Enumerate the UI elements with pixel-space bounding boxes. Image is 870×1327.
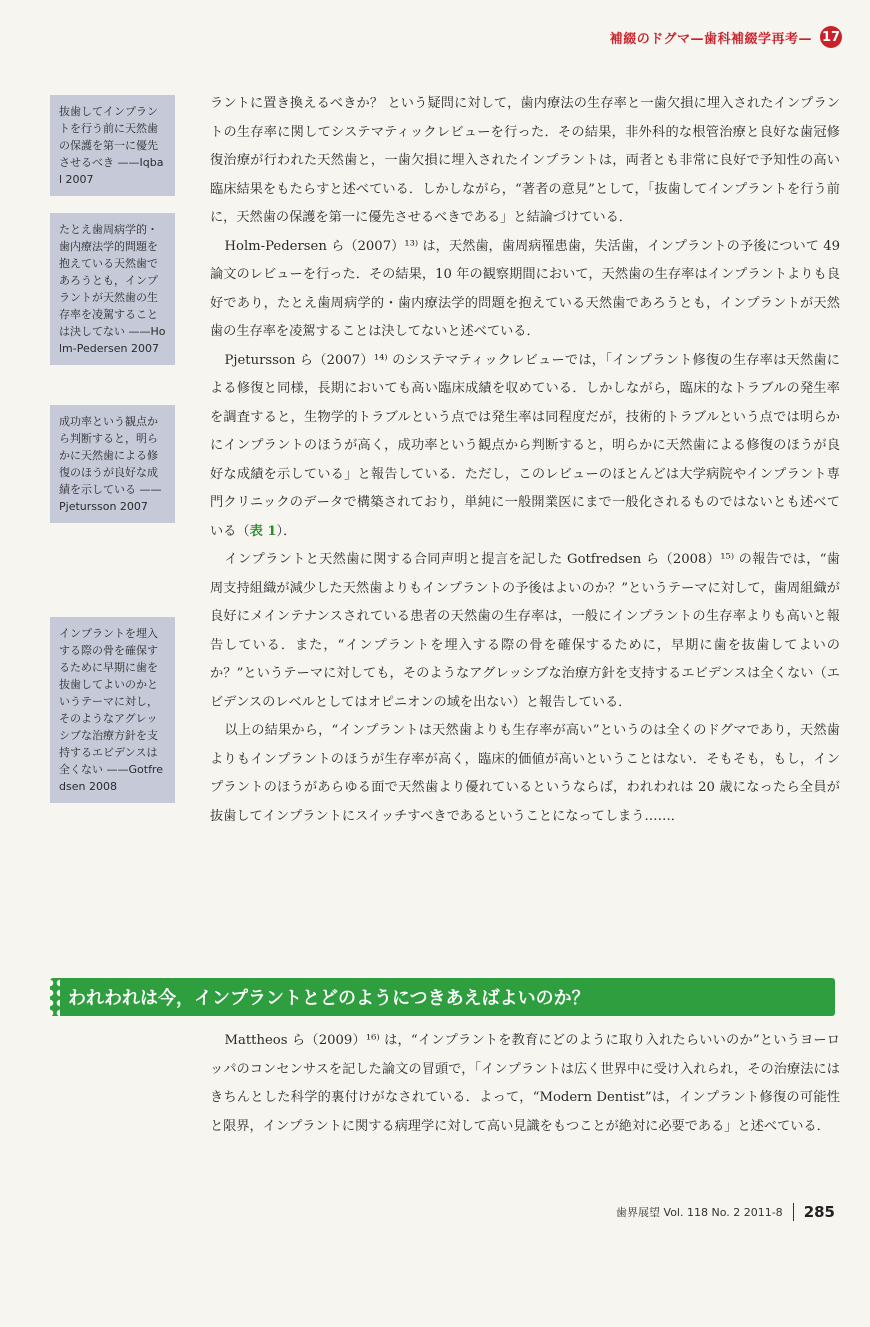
section-heading-title: われわれは今，インプラントとどのようにつきあえばよいのか？ bbox=[68, 988, 590, 1009]
chapter-number-badge: 17 bbox=[820, 26, 842, 48]
body-paragraph-end: ）． bbox=[276, 523, 297, 539]
body-paragraph: ラントに置き換えるべきか？ という疑問に対して，歯内療法の生存率と一歯欠損に埋入されたインプラントの生存率に関してシステマティックレビューを行った．その結果，非外科的な根管治療と良好な歯冠修復治療が行われた天然歯と，一歯欠損に埋入されたインプラントは，両者とも非常に良好で予知性の高い臨床結果をもたらすと述べている．しかしながら，“著者の意見”として，「抜歯してインプラントを行う前に，天然歯の保護を第一に優先させるべきである」と結論づけている． bbox=[210, 96, 840, 225]
page-footer bbox=[616, 1203, 835, 1221]
body-paragraph bbox=[210, 347, 840, 547]
running-header-title: 補綴のドグマ—歯科補綴学再考— bbox=[609, 31, 812, 47]
section-body bbox=[210, 1027, 840, 1141]
body-paragraph: Holm-Pedersen ら（2007）¹³⁾ は，天然歯，歯周病罹患歯，失活歯，インプラントの予後について 49 論文のレビューを行った．その結果，10 年の観察期間において，天然歯の生存率はインプラントよりも良好であり，たとえ歯周病学的・歯内療法学的問題を抱えている天然歯であろうとも，インプラントが天然歯の生存率を凌駕することは決してないと述べている． bbox=[210, 238, 840, 339]
main-body bbox=[210, 90, 840, 831]
sidebar-note-holm-pedersen: たとえ歯周病学的・歯内療法学的問題を抱えている天然歯であろうとも，インプラントが天然歯の生存率を凌駕することは決してない ——Holm-Pedersen 2007 bbox=[50, 213, 175, 365]
footer-divider bbox=[793, 1203, 794, 1221]
body-paragraph: Mattheos ら（2009）¹⁶⁾ は，“インプラントを教育にどのように取り入れたらいいのか”というヨーロッパのコンセンサスを記した論文の冒頭で，「インプラントは広く世界中に受け入れられ，その治療法にはきちんとした科学的裏付けがなされている．よって，“Modern Dentist”は，インプラント修復の可能性と限界，インプラントに関する病理学に対して高い見識をもつことが絶対に必要である」と述べている． bbox=[210, 1033, 840, 1134]
body-paragraph: インプラントと天然歯に関する合同声明と提言を記した Gotfredsen ら（2008）¹⁵⁾ の報告では，“歯周支持組織が減少した天然歯よりもインプラントの予後はよいのか？”というテーマに対して，歯周組織が良好にメインテナンスされている患者の天然歯の生存率は，一般にインプラントの生存率よりも高いと報告している．また，“インプラントを埋入する際の骨を確保するために，早期に歯を抜歯してよいのか？”というテーマに対しても，そのようなアグレッシブな治療方針を支持するエビデンスは全くない（エビデンスのレベルとしてはオピニオンの域を出ない）と報告している． bbox=[210, 552, 840, 710]
section-heading-banner bbox=[50, 978, 835, 1016]
journal-citation: 歯界展望 Vol. 118 No. 2 2011-8 bbox=[616, 1206, 783, 1219]
sidebar-note-gotfredsen: インプラントを埋入する際の骨を確保するために早期に歯を抜歯してよいのかというテーマに対し，そのようなアグレッシブな治療方針を支持するエビデンスは全くない ——Gotfredsen 2008 bbox=[50, 617, 175, 803]
table-reference-link[interactable]: 表 1 bbox=[249, 523, 277, 539]
body-paragraph-text: Pjetursson ら（2007）¹⁴⁾ のシステマティックレビューでは，「インプラント修復の生存率は天然歯による修復と同様，長期においても高い臨床成績を収めている．しかしながら，臨床的なトラブルの発生率を調査すると，生物学的トラブルという点では発生率は同程度だが，技術的トラブルという点では明らかにインプラントのほうが高く，成功率という観点から判断すると，明らかに天然歯による修復のほうが良好な成績を示している」と報告している．ただし，このレビューのほとんどは大学病院やインプラント専門クリニックのデータで構築されており，単純に一般開業医にまで一般化されるものではないとも述べている（ bbox=[210, 352, 840, 539]
page-number: 285 bbox=[803, 1203, 835, 1221]
sidebar-note-iqbal: 抜歯してインプラントを行う前に天然歯の保護を第一に優先させるべき ——Iqbal 2007 bbox=[50, 95, 175, 196]
body-paragraph: 以上の結果から，“インプラントは天然歯よりも生存率が高い”というのは全くのドグマであり，天然歯よりもインプラントのほうが生存率が高く，臨床的価値が高いということはない．そもそも，もし，インプラントのほうがあらゆる面で天然歯より優れているというならば，われわれは 20 歳になったら全員が抜歯してインプラントにスイッチすべきであるということになってしまう……． bbox=[210, 723, 840, 824]
sidebar-note-pjetursson: 成功率という観点から判断すると，明らかに天然歯による修復のほうが良好な成績を示している ——Pjetursson 2007 bbox=[50, 405, 175, 523]
running-header bbox=[610, 26, 842, 48]
